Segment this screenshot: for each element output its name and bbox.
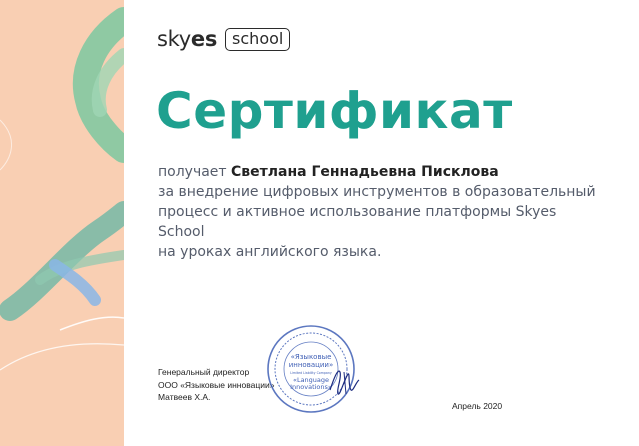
stamp-text-2: инновации» — [288, 361, 334, 369]
stamp-text-4: Innovations» — [290, 383, 332, 391]
stamp-text-1: «Языковые — [290, 353, 332, 361]
signer-name: Матвеев Х.А. — [158, 392, 211, 402]
brush-strokes-illustration — [0, 0, 124, 446]
logo-school-badge: school — [225, 28, 290, 51]
recipient-prefix: получает — [158, 164, 227, 180]
certificate-body — [158, 162, 598, 262]
signer-company: ООО «Языковые инновации» — [158, 379, 275, 390]
certificate-title: Сертификат — [156, 82, 513, 140]
body-line-2: процесс и активное использование платформы Skyes School — [158, 204, 557, 240]
skyes-school-logo — [157, 27, 290, 51]
recipient-line — [158, 162, 598, 182]
body-line-3: на уроках английского языка. — [158, 244, 382, 260]
stamp-text-3: «Language — [292, 376, 330, 384]
signer-position: Генеральный директор — [158, 367, 250, 377]
logo-es-text: es — [190, 27, 218, 51]
stamp-small-text: Limited Liability Company — [290, 371, 332, 375]
decorative-side-panel — [0, 0, 124, 446]
logo-sky-text: sky — [157, 27, 191, 51]
logo-wordmark — [157, 27, 217, 51]
handwritten-signature — [324, 360, 364, 400]
body-line-1: за внедрение цифровых инструментов в образовательный — [158, 184, 596, 200]
recipient-name: Светлана Геннадьевна Писклова — [231, 164, 499, 180]
issue-date: Апрель 2020 — [452, 401, 503, 411]
signer-block — [158, 366, 274, 404]
